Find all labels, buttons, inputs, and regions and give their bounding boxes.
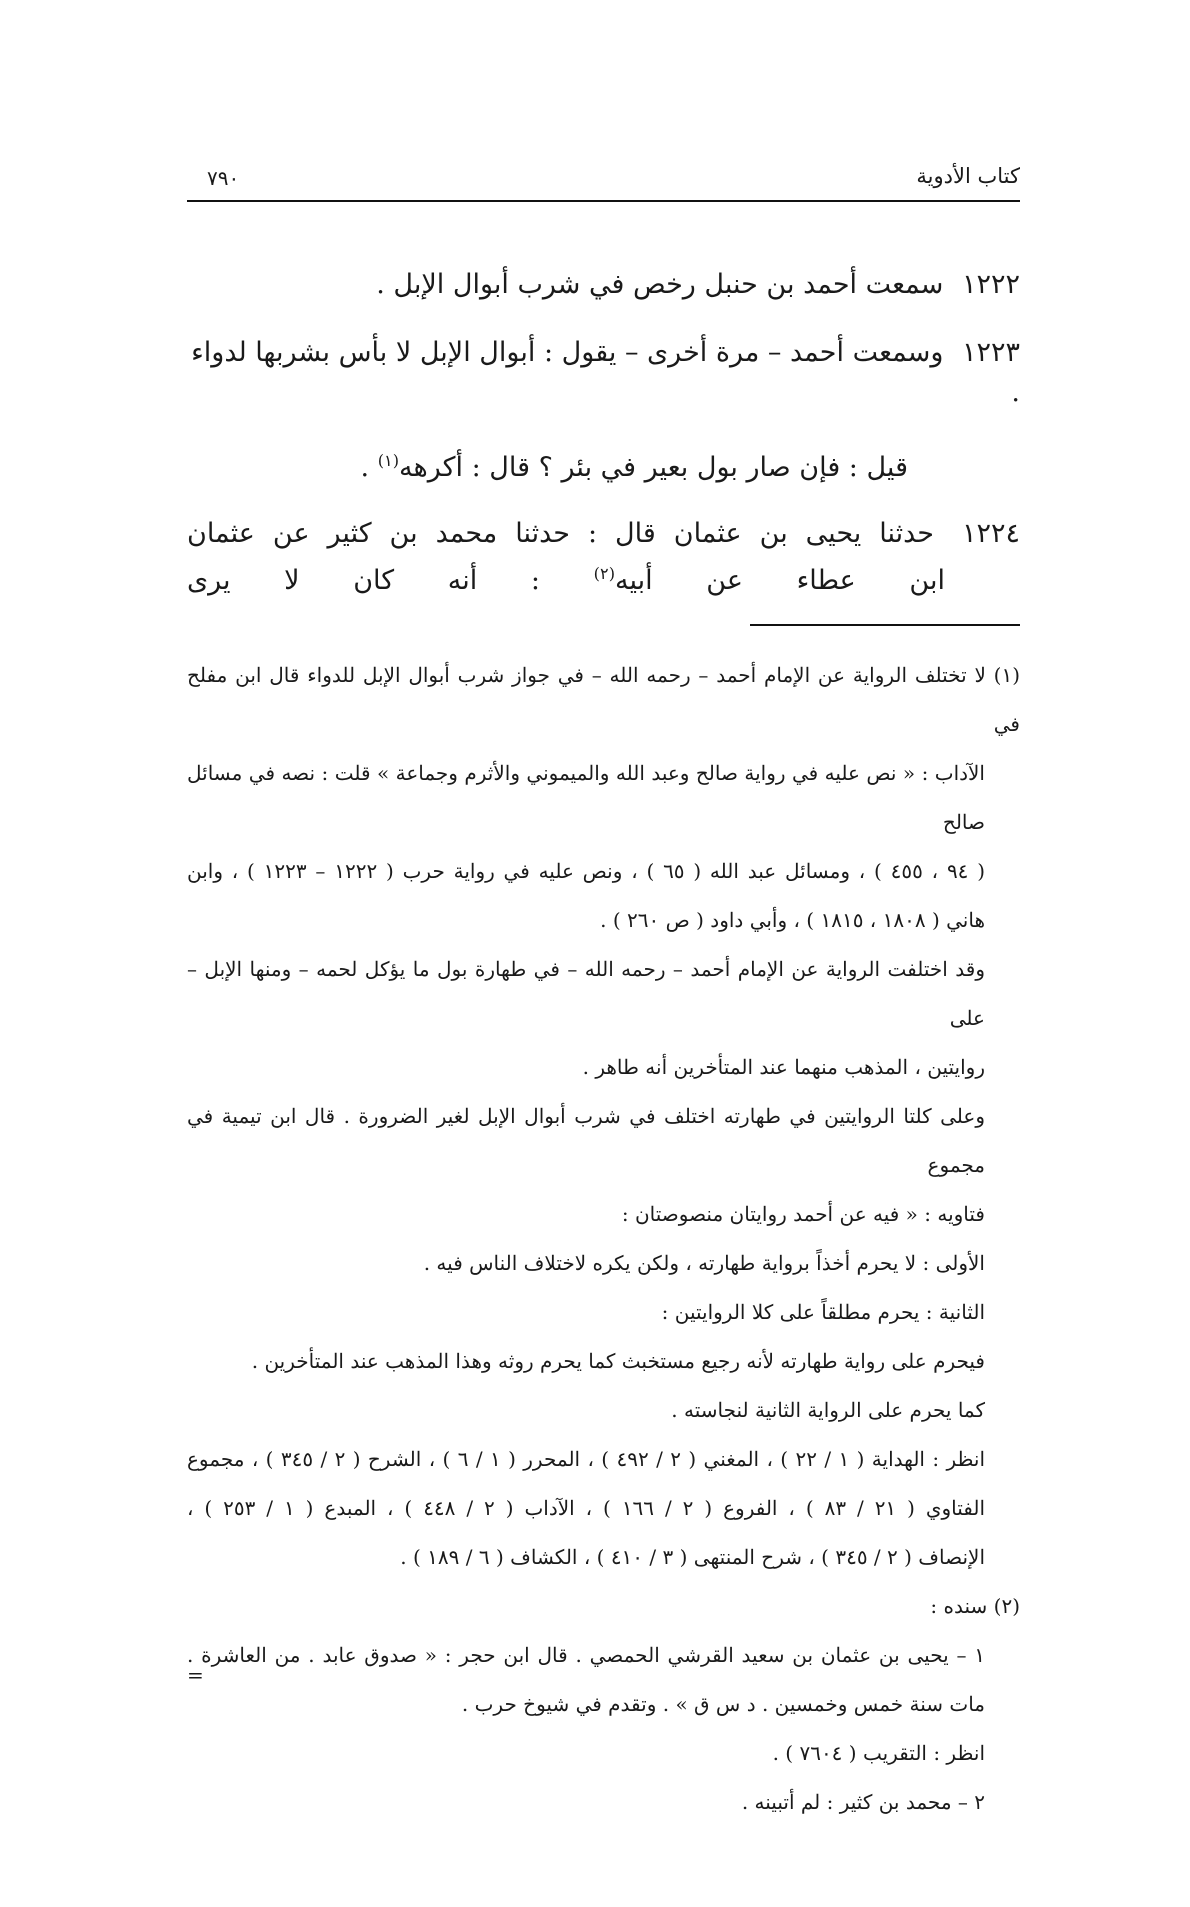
footnote-line: فيحرم على رواية طهارته لأنه رجيع مستخبث كما يحرم روثه وهذا المذهب عند المتأخرين . (251, 1349, 985, 1373)
footnote-ref-1[interactable]: (١) (377, 451, 400, 470)
footnote-line: الإنصاف ( ٢ / ٣٤٥ ) ، شرح المنتهى ( ٣ / ٤١٠ ) ، الكشاف ( ٦ / ١٨٩ ) . (400, 1545, 985, 1569)
entry-1223 (187, 333, 1020, 413)
footnote-line: كما يحرم على الرواية الثانية لنجاسته . (671, 1398, 985, 1422)
footnote-line: الأولى : لا يحرم أخذاً برواية طهارته ، ولكن يكره لاختلاف الناس فيه . (423, 1251, 985, 1275)
footnote-ref-2[interactable]: (٢) (593, 564, 616, 583)
entry-1223-question (187, 441, 1020, 488)
entry-text-end: . (360, 452, 378, 483)
footnote-line: ٢ – محمد بن كثير : لم أتبينه . (741, 1790, 985, 1814)
entry-number: ١٢٢٣ (961, 337, 1020, 368)
entry-1224-continuation (187, 554, 1020, 601)
entry-text: ابن عطاء عن أبيه (615, 565, 945, 596)
page-header (187, 160, 1020, 202)
footnote-line: الآداب : « نص عليه في رواية صالح وعبد الله والميموني والأثرم وجماعة » قلت : نصه في مسائل صالح (187, 761, 985, 834)
entry-text: حدثنا يحيى بن عثمان قال : حدثنا محمد بن كثير عن عثمان (187, 518, 934, 549)
page-number: ٧٩٠ (207, 166, 240, 190)
entry-1222 (187, 265, 1020, 305)
footnote-line: انظر : التقريب ( ٧٦٠٤ ) . (772, 1741, 985, 1765)
footnote-line: الثانية : يحرم مطلقاً على كلا الروايتين : (661, 1300, 985, 1324)
footnote-line: ١ – يحيى بن عثمان بن سعيد القرشي الحمصي . قال ابن حجر : « صدوق عابد . من العاشرة . (187, 1643, 985, 1667)
footnote-line: مات سنة خمس وخمسين . د س ق » . وتقدم في شيوخ حرب . (461, 1692, 985, 1716)
entry-number: ١٢٢٤ (961, 518, 1020, 549)
footnote-line: انظر : الهداية ( ١ / ٢٢ ) ، المغني ( ٢ / ٤٩٢ ) ، المحرر ( ١ / ٦ ) ، الشرح ( ٢ / ٣٤٥ ) ، مجموع (187, 1447, 986, 1471)
book-title: كتاب الأدوية (916, 164, 1020, 188)
footnote-line: (٢) سنده : (930, 1594, 1020, 1618)
footnote-line: هاني ( ١٨٠٨ ، ١٨١٥ ) ، وأبي داود ( ص ٢٦٠ ) . (600, 908, 985, 932)
footnote-line: وقد اختلفت الرواية عن الإمام أحمد – رحمه الله – في طهارة بول ما يؤكل لحمه – ومنها الإبل – على (187, 957, 985, 1030)
footnote-line: فتاويه : « فيه عن أحمد روايتان منصوصتان : (621, 1202, 985, 1226)
footnote-line: (١) لا تختلف الرواية عن الإمام أحمد – رحمه الله – في جواز شرب أبوال الإبل للدواء قال ابن مفلح في (187, 663, 1020, 736)
footnote-separator (750, 624, 1020, 626)
entry-text: قيل : فإن صار بول بعير في بئر ؟ قال : أكرهه (399, 452, 908, 483)
entry-text-end: : أنه كان لا يرى (187, 565, 594, 596)
footnote-line: ( ٩٤ ، ٤٥٥ ) ، ومسائل عبد الله ( ٦٥ ) ، ونص عليه في رواية حرب ( ١٢٢٢ – ١٢٢٣ ) ، وابن (187, 859, 986, 883)
footnote-line: وعلى كلتا الروايتين في طهارته اختلف في شرب أبوال الإبل لغير الضرورة . قال ابن تيمية في مجموع (187, 1104, 985, 1177)
bottom-marker: = (187, 1663, 204, 1687)
entry-text: سمعت أحمد بن حنبل رخص في شرب أبوال الإبل . (376, 269, 944, 300)
entry-text: وسمعت أحمد – مرة أخرى – يقول : أبوال الإبل لا بأس بشربها لدواء . (191, 337, 1020, 408)
footnotes (187, 651, 1020, 1827)
main-text (187, 265, 1020, 601)
footnote-line: الفتاوي ( ٢١ / ٨٣ ) ، الفروع ( ٢ / ١٦٦ ) ، الآداب ( ٢ / ٤٤٨ ) ، المبدع ( ١ / ٢٥٣ ) ، (187, 1496, 986, 1520)
entry-number: ١٢٢٢ (961, 269, 1020, 300)
footnote-line: روايتين ، المذهب منهما عند المتأخرين أنه طاهر . (582, 1055, 985, 1079)
entry-1224 (187, 514, 1020, 554)
